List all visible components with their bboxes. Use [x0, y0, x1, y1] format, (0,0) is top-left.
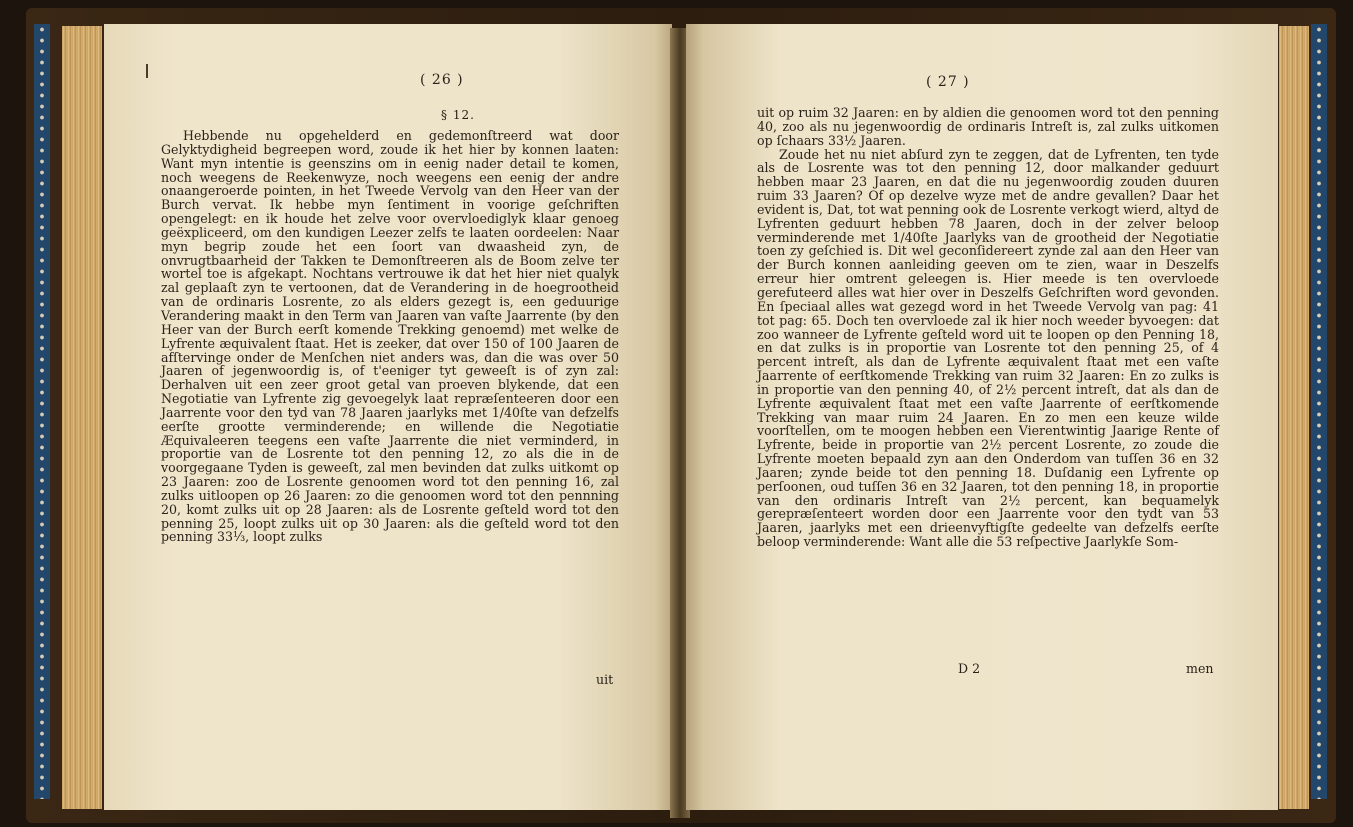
signature-mark: D 2 [958, 661, 981, 676]
right-paragraph-2: Zoude het nu niet abſurd zyn te zeggen, dat de Lyfrenten, ten tyde als de Losrente was tot den penning 12, door malkander geduurt hebben maar 23 Jaaren, en dat die nu jegenwoordig zouden duuren ruim 33 Jaaren? Of op dezelve wyze met de andre gevallen? Daar het evident is, Dat, tot wat penning ook de Losrente verkogt wierd, altyd de Lyfrenten geduurt hebben 78 Jaaren, doch in der zelver beloop verminderende met 1/40ſte Jaarlyks van de grootheid der Negotiatie toen zy geſchied is. Dit wel geconſidereert zynde zal aan den Heer van der Burch konnen aanleiding geeven om te zien, waar in Deszelfs erreur hier omtrent geleegen is. Hier meede is ten overvloede gerefuteerd alles wat hier over in Deszelfs Geſchriften word gevonden. En ſpeciaal alles wat gezegd word in het Tweede Vervolg van pag: 41 tot pag: 65. Doch ten overvloede zal ik hier noch weeder byvoegen: dat zoo wanneer de Lyfrente geſteld word uit te loopen op den Penning 18, en dat zulks is in proportie van Losrente tot den penning 25, of 4 percent intreſt, als dan de Lyfrente æquivalent ſtaat met een vaſte Jaarrente of eerſtkomende Trekking van ruim 32 Jaaren: En zo zulks is in proportie van den penning 40, of 2½ percent intreſt, dat als dan de Lyfrente æquivalent ſtaat met een vaſte Jaarrente of eerſtkomende Trekking van maar ruim 24 Jaaren. En zo men een keuze wilde voorſtellen, om te moogen hebben een Vierentwintig Jaarige Rente of Lyfrente, beide in proportie van 2½ percent Losrente, zo zoude die Lyfrente moeten bepaald zyn aan den Onderdom van tuſſen 36 en 32 Jaaren; zynde beide tot den penning 18. Duſdanig een Lyfrente op perſoonen, oud tuſſen 36 en 32 Jaaren, tot den penning 18, in proportie van den ordinaris Intreſt van 2½ percent, kan bequamelyk gerepræſenteert worden door een Jaarrente voor den tydt van 53 Jaaren, jaarlyks met een drieenvyftigſte gedeelte van defzelfs eerſte beloop verminderende: Want alle die 53 reſpective Jaarlykſe Som- [757, 146, 1219, 550]
page-number-left: ( 26 ) [420, 72, 464, 88]
left-paragraph: Hebbende nu opgehelderd en gedemonſtreerd wat door Gelyktydigheid begreepen word, zoude ik het hier by konnen laaten: Want myn intentie is geenszins om in eenig nader detail te komen, noch weegens de Reekenwyze, noch weegens een eenig der andre onaangeroerde pointen, in het Tweede Vervolg van den Heer van der Burch vervat. Ik hebbe myn ſentiment in voorige geſchriften opengelegt: en ik houde het zelve voor overvloediglyk klaar genoeg geëxpliceerd, om den kundigen Leezer zelfs te laaten oordeelen: Naar myn begrip zoude het een ſoort van dwaasheid zyn, de onvrugtbaarheid der Takken te Demonſtreeren als de Boom zelve ter wortel toe is afgekapt. Nochtans vertrouwe ik dat het hier niet qualyk zal geplaaſt zyn te vertoonen, dat de Verandering in de hoegrootheid van de ordinaris Losrente, zo als elders gezegt is, een geduurige Verandering maakt in den Term van Jaaren van vaſte Jaarrente (by den Heer van der Burch eerſt komende Trekking genoemd) met welke de Lyfrente æquivalent ſtaat. Het is zeeker, dat over 150 of 100 Jaaren de afſtervinge onder de Menſchen niet anders was, dan die was over 50 Jaaren of jegenwoordig is, of t'eeniger tyt geweeſt is of zyn zal: Derhalven uit een zeer groot getal van proeven blykende, dat een Negotiatie van Lyfrente zig gevoegelyk laat repræſenteeren door een Jaarrente voor den tyd van 78 Jaaren jaarlyks met 1/40ſte van defzelfs eerſte grootte verminderende; en willende die Negotiatie Æquivaleeren teegens een vaſte Jaarrente die niet verminderd, in proportie van de Losrente tot den penning 12, zo als die in de voorgegaane Tyden is geweeſt, zal men bevinden dat zulks uitkomt op 23 Jaaren: zoo de Losrente genoomen word tot den penning 16, zal zulks uitloopen op 26 Jaaren: zo die genoomen word tot den pennning 20, komt zulks uit op 28 Jaaren: als de Losrente geſteld word tot den penning 25, loopt zulks uit op 30 Jaaren: als die geſteld word tot den penning 33⅓, loopt zulks [161, 128, 619, 545]
catchword-left: uit [596, 672, 614, 687]
margin-mark [146, 64, 148, 78]
right-page-stack [1279, 26, 1309, 809]
left-page [104, 24, 672, 810]
right-paragraph-1: uit op ruim 32 Jaaren: en by aldien die genoomen word tot den penning 40, zoo als nu jegenwoordig de ordinaris Intreſt is, zal zulks uitkomen op ſchaars 33½ Jaaren. [757, 105, 1219, 148]
page-number-right: ( 27 ) [926, 74, 970, 90]
right-page [686, 24, 1278, 810]
left-marbled-edge [34, 24, 50, 799]
left-page-body [161, 129, 619, 544]
right-marbled-edge [1311, 24, 1327, 799]
section-heading: § 12. [441, 108, 475, 122]
catchword-right: men [1186, 661, 1214, 676]
left-page-stack [62, 26, 102, 809]
right-page-body [757, 106, 1219, 549]
